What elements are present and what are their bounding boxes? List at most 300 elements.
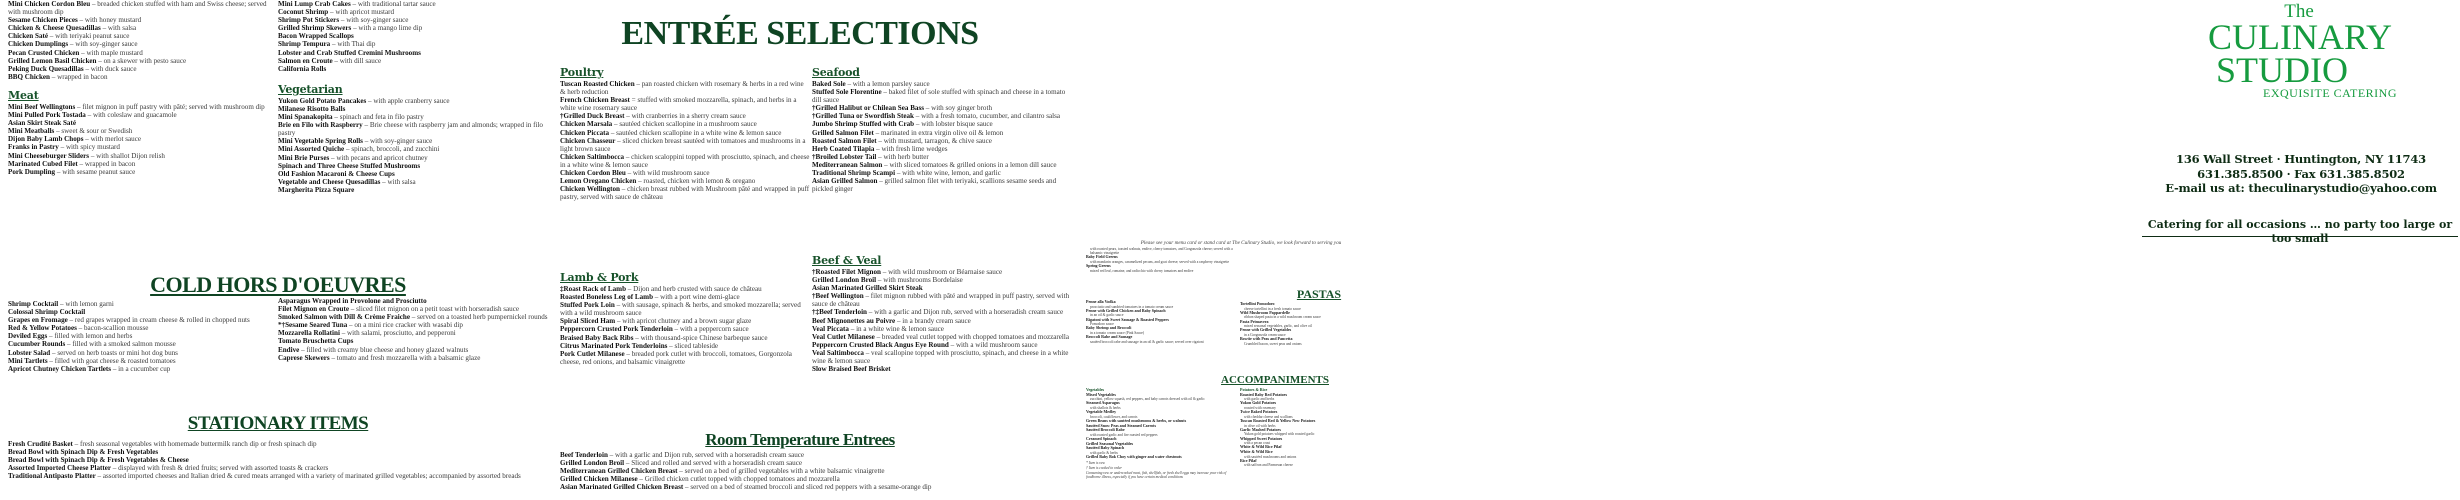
menu-item-description: – filled with creamy blue cheese and honey glazed walnuts — [299, 345, 469, 354]
micro-footnote: Consuming raw or undercooked meat, fish, shellfish, or fresh shell eggs may increase your risk of foodborne illness, especially if you have certain medical conditions — [1086, 470, 1227, 480]
menu-item-name: Tuscan Roasted Chicken — [560, 80, 635, 88]
menu-item — [560, 129, 810, 137]
menu-item-name: California Rolls — [278, 64, 327, 73]
micro-pasta-name: Bowtie with Peas and Pancetta — [1240, 336, 1293, 342]
menu-item-name: *†Sesame Seared Tuna — [278, 321, 348, 330]
menu-item — [8, 135, 270, 143]
menu-item — [278, 65, 546, 73]
menu-item-description: – assorted imported cheeses and Italian dried & cured meats arranged with a variety of marinated grilled vegetables; accompanied by assorted breads — [95, 472, 521, 481]
menu-item-description: – with soy-ginger sauce — [362, 137, 433, 146]
micro-pasta-name: Penne with Grilled Chicken and Baby Spinach — [1086, 307, 1166, 313]
menu-item — [8, 440, 548, 448]
banner-cold-hors-doeuvres: COLD HORS D'OEUVRES — [150, 272, 406, 297]
micro-pasta-description: in a Gorgonzola cream sauce — [1244, 332, 1286, 337]
micro-pasta-name: Pasta Primavera — [1240, 318, 1269, 324]
menu-item-name: Herb Coated Tilapia — [812, 144, 875, 153]
menu-item — [278, 337, 548, 345]
menu-item-description: – with Thai dip — [330, 40, 376, 49]
cold-hors-right-list — [278, 297, 548, 362]
menu-item — [812, 104, 1070, 112]
micro-pastas-left-list — [1086, 300, 1238, 344]
menu-item-name: Asian Marinated Grilled Chicken Breast — [560, 483, 684, 492]
micro-pasta-name: Broccoli Rabe and Sausage — [1086, 334, 1133, 340]
menu-item-name: †Grilled Halibut or Chilean Sea Bass — [812, 104, 925, 113]
micro-pasta-name: Tortellini Pomodoro — [1240, 301, 1275, 306]
menu-item-name: Grilled Chicken Milanese — [560, 475, 638, 484]
micro-potato-description: with a pecan crust — [1244, 441, 1271, 446]
menu-item-description: – with apple cranberry sauce — [366, 96, 450, 105]
menu-item — [812, 333, 1070, 341]
menu-item-name: Stuffed Pork Loin — [560, 301, 615, 310]
menu-item-description: – filled with a smoked salmon mousse — [65, 340, 176, 349]
menu-item-description: – sliced tableside — [667, 341, 719, 350]
menu-item-description: – filet mignon rubbed with pâté and wrapped in puff pastry, served with sauce de château — [812, 292, 1070, 309]
menu-item-description: – breaded pork cutlet with broccoli, tomatoes, Gorgonzola cheese, red onions, and balsamic vinaigrette — [560, 349, 792, 366]
micro-vegetable-name: Mixed Vegetables — [1086, 391, 1116, 397]
menu-item-description: – breaded veal cutlet topped with chopped tomatoes and mozzarella — [874, 332, 1070, 341]
micro-vegetable-name: Grilled Seasonal Vegetables — [1086, 440, 1134, 446]
menu-item-name: Lobster Salad — [8, 348, 51, 357]
menu-item-description: – with a lemon parsley sauce — [845, 80, 930, 88]
menu-item-name: Franks in Pastry — [8, 143, 59, 152]
menu-item — [278, 121, 546, 137]
micro-potato-name: Rice Pilaf — [1240, 457, 1257, 463]
menu-item-description: – with cranberries in a sherry cream sauce — [624, 112, 746, 121]
menu-item-description: – baked filet of sole stuffed with spinach and cheese in a tomato dill sauce — [812, 88, 1066, 105]
menu-item — [278, 32, 546, 40]
menu-item-name: Marinated Cubed Filet — [8, 159, 78, 168]
menu-item — [8, 332, 270, 340]
menu-item-description: – with apricot mustard — [328, 8, 395, 17]
menu-item — [812, 341, 1070, 349]
menu-item — [560, 185, 810, 201]
micro-vegetable-name: Grilled Baby Bok Choy with ginger and water chestnuts — [1086, 453, 1182, 459]
hot-hors-seafood-list — [278, 0, 546, 73]
menu-item-description: – in a brandy cream sauce — [895, 316, 971, 325]
logo-word-the: The — [2284, 1, 2314, 22]
menu-item-description: – with apricot chutney and a brown sugar glaze — [615, 317, 752, 326]
menu-item-name: Smoked Salmon with Dill & Crème Fraiche — [278, 313, 411, 322]
menu-item-description: – red grapes wrapped in cream cheese & rolled in chopped nuts — [67, 316, 250, 325]
entree-beef-veal-block — [812, 255, 1070, 373]
menu-item-description: – roasted, chicken with lemon & oregano — [636, 177, 756, 186]
micro-potato-name: Garlic Mashed Potatoes — [1240, 426, 1281, 432]
micro-potato-description: with sautéed mushrooms and onions — [1244, 454, 1297, 459]
menu-item-description: – veal scallopine topped with prosciutto, spinach, and cheese in a white wine & lemon sauce — [812, 348, 1069, 366]
menu-item — [560, 451, 1050, 459]
menu-item — [8, 127, 270, 135]
menu-item — [560, 112, 810, 120]
menu-item-name: Grilled Lemon Basil Chicken — [8, 56, 97, 65]
menu-item-name: Old Fashion Macaroni & Cheese Cups — [278, 169, 395, 178]
menu-item-description: – with a garlic and Dijon rub, served with a horseradish cream sauce — [607, 451, 805, 459]
menu-item-name: Traditional Shrimp Scampi — [812, 169, 896, 178]
menu-item-name: Dijon Baby Lamb Chops — [8, 135, 84, 144]
menu-item-name: BBQ Chicken — [8, 72, 50, 81]
micro-potato-name: Yukon Gold Potatoes — [1240, 400, 1277, 406]
menu-item-name: Asian Skirt Steak Saté — [8, 119, 76, 128]
menu-item — [278, 113, 546, 121]
menu-item-name: Chicken Piccata — [560, 128, 610, 137]
menu-item-name: Baked Sole — [812, 80, 846, 88]
menu-item-name: Chicken Saté — [8, 32, 49, 41]
micro-salad-description: with roasted pears, toasted walnuts, endive, cherry tomatoes, and Gorgonzola cheese; served with a balsamic vinaigrette — [1090, 247, 1233, 256]
menu-item-description: – served on a bed of steamed broccoli and sliced red peppers with a sesame-orange dip — [683, 483, 932, 492]
menu-item — [278, 97, 546, 105]
menu-item — [8, 472, 548, 480]
menu-item-description: – with a mango lime dip — [351, 24, 423, 33]
menu-item — [8, 111, 270, 119]
menu-item-name: Yukon Gold Potato Pancakes — [278, 96, 367, 105]
hot-hors-chicken-list — [8, 0, 270, 81]
menu-item — [8, 152, 270, 160]
menu-item-name: Jumbo Shrimp Stuffed with Crab — [812, 120, 915, 129]
email-line: E-mail us at: theculinarystudio@yahoo.com — [2165, 181, 2437, 195]
micro-vegetable-name: Sautéed Broccoli Rabe — [1086, 427, 1125, 433]
menu-item-description: – with thousand-spice Chinese barbeque sauce — [633, 333, 768, 342]
menu-item-name: †Beef Wellington — [812, 292, 864, 301]
menu-item-description: – with soy ginger broth — [924, 104, 992, 113]
menu-item-description: – sautéed chicken scallopine in a white wine & lemon sauce — [609, 128, 782, 137]
menu-item-name: Mini Vegetable Spring Rolls — [278, 137, 363, 146]
menu-item-description: – with dill sauce — [332, 56, 382, 65]
menu-item-description: – with traditional tartar sauce — [350, 0, 436, 8]
company-logo — [2150, 2, 2450, 100]
divider-rule — [2142, 236, 2458, 237]
menu-item-name: Mini Brie Purses — [278, 153, 330, 162]
logo-word-culinary: CULINARY — [2207, 17, 2392, 57]
menu-item — [8, 24, 270, 32]
mid-column — [278, 0, 546, 194]
section-title-meat: Meat — [8, 88, 39, 102]
menu-item — [812, 88, 1070, 104]
menu-item-name: Margherita Pizza Square — [278, 185, 355, 194]
menu-item-name: †Grilled Duck Breast — [560, 112, 625, 121]
micro-vegetable-description: with garlic & herbs — [1090, 450, 1118, 455]
menu-item-description: – with a wild mushroom sauce — [948, 340, 1038, 349]
menu-item-name: Mini Tartlets — [8, 356, 48, 365]
menu-item — [278, 8, 546, 16]
micro-pasta-description: in an oil & garlic sauce — [1090, 313, 1124, 318]
menu-item-description: – with a port wine demi-glace — [653, 293, 740, 302]
menu-item-name: Tomato Bruschetta Cups — [278, 337, 354, 346]
banner-entree-selections: ENTRÉE SELECTIONS — [621, 15, 979, 52]
micro-potato-name: Tuscan Roasted Red & Yellow New Potatoes — [1240, 417, 1316, 423]
menu-item — [8, 316, 270, 324]
menu-item — [560, 334, 810, 342]
entree-poultry-list — [560, 80, 810, 201]
menu-item-description: – filled with goat cheese & roasted tomatoes — [47, 356, 176, 365]
menu-item-name: Chicken Chasseur — [560, 136, 616, 145]
menu-item-name: Mini Assorted Quiche — [278, 145, 345, 154]
phone-line: 631.385.8500 · Fax 631.385.8502 — [2197, 166, 2405, 181]
menu-item — [8, 65, 270, 73]
menu-item-name: Vegetable and Cheese Quesadillas — [278, 177, 381, 186]
menu-item-name: Mini Lump Crab Cakes — [278, 0, 351, 8]
micro-pasta-description: prosciutto and sundried tomatoes in a tomato cream sauce — [1090, 304, 1174, 309]
menu-item-description: – filled with lemon and herbs — [47, 332, 133, 341]
menu-item-description: – with coleslaw and guacamole — [85, 111, 177, 120]
menu-item — [8, 57, 270, 65]
menu-item-name: Mini Spanakopita — [278, 113, 333, 122]
menu-item-description: – with mushrooms Bordelaise — [876, 276, 963, 285]
menu-item-name: French Chicken Breast — [560, 96, 630, 105]
menu-item-name: Mini Chicken Cordon Bleu — [8, 0, 91, 8]
menu-item — [812, 276, 1070, 284]
menu-item — [560, 301, 810, 317]
micro-potato-description: with garlic and herbs — [1244, 397, 1275, 402]
menu-item-name: ‡Roast Rack of Lamb — [560, 285, 627, 293]
menu-item-name: Slow Braised Beef Brisket — [812, 365, 891, 374]
menu-item-name: Assorted Imported Cheese Platter — [8, 464, 112, 473]
menu-item — [8, 119, 270, 127]
menu-item — [812, 317, 1070, 325]
menu-item — [8, 40, 270, 48]
menu-item — [812, 153, 1070, 161]
menu-item-name: Spiral Sliced Ham — [560, 317, 616, 326]
address-line: 136 Wall Street · Huntington, NY 11743 — [2176, 152, 2426, 166]
menu-item — [278, 145, 546, 153]
menu-item-name: Veal Saltimbocca — [812, 348, 864, 357]
micro-pasta-description: Crumbled bacon, sweet peas and onions — [1244, 341, 1302, 346]
menu-item-name: Asian Grilled Salmon — [812, 177, 878, 186]
menu-item — [278, 170, 546, 178]
menu-item-name: Grilled Shrimp Skewers — [278, 24, 352, 33]
menu-item — [560, 350, 810, 366]
contact-block — [2145, 152, 2457, 196]
micro-pasta-name: Wild Mushroom Pappardelle — [1240, 309, 1290, 315]
menu-item — [560, 137, 810, 153]
menu-item-name: Bread Bowl with Spinach Dip & Fresh Vegetables — [8, 448, 159, 457]
menu-item-name: Grilled London Broil — [560, 459, 625, 468]
logo-word-studio: STUDIO — [2216, 50, 2348, 90]
menu-item — [560, 120, 810, 128]
menu-item — [8, 340, 270, 348]
micro-banner-accompaniments: ACCOMPANIMENTS — [1221, 374, 1329, 386]
menu-item — [8, 73, 270, 81]
menu-item-name: †Roasted Filet Mignon — [812, 268, 881, 276]
micro-potato-name: White & Wild Rice — [1240, 448, 1273, 454]
menu-item-description: – with herb butter — [876, 152, 929, 161]
menu-item-name: Lobster and Crab Stuffed Cremini Mushrooms — [278, 48, 421, 57]
menu-item-name: Salmon en Croute — [278, 56, 333, 65]
menu-item — [278, 0, 546, 8]
menu-item-description: – with salsa — [100, 24, 137, 33]
menu-item-name: Deviled Eggs — [8, 332, 48, 341]
menu-item-name: Endive — [278, 345, 300, 354]
menu-item-name: †Broiled Lobster Tail — [812, 152, 877, 161]
banner-stationary-items: STATIONARY ITEMS — [187, 413, 369, 434]
menu-item-description: – with wild mushroom sauce — [625, 169, 710, 178]
menu-item — [812, 325, 1070, 333]
section-title-lamb-pork: Lamb & Pork — [560, 271, 639, 284]
micro-potato-description: with cheddar cheese and scallions — [1244, 414, 1293, 419]
menu-item-description: – fresh seasonal vegetables with homemade buttermilk ranch dip or fresh spinach dip — [72, 440, 317, 448]
menu-item — [8, 324, 270, 332]
menu-item-name: Colossal Shrimp Cocktail — [8, 308, 86, 317]
menu-item — [560, 96, 810, 112]
menu-item-description: – breaded chicken stuffed with ham and Swiss cheese; served with mushroom dip — [8, 0, 267, 17]
menu-item-description: – with salami, prosciutto, and pepperoni — [339, 329, 456, 338]
menu-item-name: Mediterranean Grilled Chicken Breast — [560, 467, 678, 476]
menu-item-name: †‡Beef Tenderloin — [812, 308, 867, 317]
section-title-poultry: Poultry — [560, 66, 604, 79]
menu-item — [8, 456, 548, 464]
menu-item — [8, 49, 270, 57]
cold-hors-left-list — [8, 300, 270, 373]
menu-item-name: Stuffed Sole Florentine — [812, 88, 882, 97]
menu-item — [278, 305, 548, 313]
menu-item-name: Coconut Shrimp — [278, 8, 329, 17]
micro-cursive-note: Please see your menu card or stand card at The Culinary Studio, we look forward to serving you — [1140, 240, 1342, 246]
menu-item-name: Shrimp Pot Stickers — [278, 16, 340, 25]
menu-item-description: – sautéed chicken scallopine in a mushroom sauce — [612, 120, 757, 129]
menu-item — [8, 143, 270, 151]
menu-item-name: Asparagus Wrapped in Provolone and Prosciutto — [278, 297, 427, 305]
menu-item-name: Chicken Dumplings — [8, 40, 69, 49]
micro-vegetable-name: Sautéed Snow Peas and Steamed Carrots — [1086, 422, 1157, 428]
menu-item-name: Pork Dumpling — [8, 167, 56, 176]
micro-pasta-description: Pomodoro sauce — [1090, 322, 1114, 327]
menu-item-description: – with white wine, lemon, and garlic — [895, 169, 1001, 178]
menu-item — [8, 0, 270, 16]
menu-item-description: – with fresh lime wedges — [874, 144, 948, 153]
micro-vegetable-description: zucchini, yellow squash, red peppers, and baby carrots dressed with oil & garlic — [1090, 397, 1205, 402]
menu-item-name: Roasted Boneless Leg of Lamb — [560, 293, 654, 302]
micro-pastas-right-list — [1240, 302, 1398, 346]
menu-item-name: Apricot Chutney Chicken Tartlets — [8, 364, 112, 373]
menu-item-description: – with merlot sauce — [83, 135, 142, 144]
menu-item-description: – in a white wine & lemon sauce — [848, 324, 944, 333]
micro-potato-name: Whipped Sweet Potatoes — [1240, 435, 1283, 441]
micro-footnote: † Item is cooked to order — [1086, 465, 1122, 470]
menu-item — [8, 448, 548, 456]
menu-item — [812, 112, 1070, 120]
menu-item-name: Sesame Chicken Pieces — [8, 16, 78, 25]
menu-item — [560, 483, 1050, 491]
micro-vegetable-description: broccoli, cauliflower, and carrots — [1090, 414, 1138, 419]
menu-item — [560, 80, 810, 96]
micro-pasta-description: in a tomato cream sauce (Pink Sauce) — [1090, 330, 1145, 335]
menu-item — [278, 329, 548, 337]
menu-item — [560, 153, 810, 169]
entree-beef-veal-list — [812, 268, 1070, 373]
menu-item — [8, 300, 270, 308]
menu-item-description: – spinach, broccoli, and zucchini — [344, 145, 440, 154]
menu-item-name: Bacon Wrapped Scallops — [278, 32, 354, 41]
menu-item — [560, 342, 810, 350]
menu-item-description: – with shallot Dijon relish — [89, 151, 165, 160]
menu-item-name: Beef Mignonettes au Poivre — [812, 316, 896, 325]
menu-item — [8, 464, 548, 472]
menu-item — [278, 297, 548, 305]
menu-item — [8, 168, 270, 176]
menu-item — [812, 145, 1070, 153]
menu-item-description: – wrapped in bacon — [77, 159, 136, 168]
micro-title-vegetables: Vegetables — [1086, 387, 1105, 392]
menu-item-description: – chicken breast rubbed with Mushroom pâté and wrapped in puff pastry, served with sauce de château — [560, 185, 810, 202]
menu-item-name: Roasted Salmon Filet — [812, 136, 877, 145]
menu-item-description: – with soy-ginger sauce — [339, 16, 409, 25]
menu-item-name: Cucumber Rounds — [8, 340, 66, 349]
micro-banner-pastas: PASTAS — [1296, 287, 1342, 301]
section-title-vegetarian: Vegetarian — [278, 82, 343, 96]
menu-item — [278, 321, 548, 329]
menu-item — [560, 177, 810, 185]
menu-item — [560, 325, 810, 333]
menu-item — [812, 292, 1070, 308]
menu-item-name: Mini Meatballs — [8, 127, 55, 136]
menu-item-description: – spinach and feta in filo pastry — [332, 113, 424, 122]
micro-salad-description: with mandarin oranges, caramelized pecans, and goat cheese; served with a raspberry vinaigrette — [1090, 260, 1230, 264]
menu-item — [278, 49, 546, 57]
menu-item — [278, 154, 546, 162]
menu-item-description: – with a garlic and Dijon rub, served with a horseradish cream sauce — [866, 308, 1064, 317]
menu-item — [560, 285, 810, 293]
menu-item — [8, 160, 270, 168]
menu-item-name: Grilled London Broil — [812, 276, 877, 285]
left-column — [8, 0, 270, 176]
micro-pasta-description: cheese tortellini in a fresh tomato sauce — [1244, 306, 1301, 311]
menu-item-description: – Dijon and herb crusted with sauce de château — [626, 285, 762, 293]
menu-item — [812, 268, 1070, 276]
menu-item — [278, 57, 546, 65]
stationary-items-list — [8, 440, 548, 480]
menu-item-description: – with wild mushroom or Béarnaise sauce — [880, 268, 1003, 276]
menu-item-name: Filet Mignon en Croute — [278, 305, 349, 314]
menu-item-description: – with sesame peanut sauce — [55, 167, 136, 176]
micro-potato-name: White & Wild Rice Pilaf — [1240, 444, 1282, 450]
room-temperature-entrees-list — [560, 451, 1050, 491]
micro-vegetable-name: Creamed Spinach — [1086, 435, 1117, 441]
menu-item — [8, 308, 270, 316]
entree-lamb-pork-list — [560, 285, 810, 366]
micro-pasta-name: Penne with Grilled Vegetables — [1240, 327, 1292, 333]
menu-item-name: Brie en Filo with Raspberry — [278, 121, 363, 130]
menu-item-description: – with duck sauce — [83, 64, 137, 73]
menu-item-name: Peppercorn Crusted Pork Tenderloin — [560, 325, 673, 334]
micro-salads-list — [1086, 247, 1238, 273]
menu-item-description: – served on a toasted herb pumpernickel rounds — [410, 313, 548, 322]
menu-item — [278, 354, 548, 362]
menu-item — [812, 349, 1070, 365]
menu-item — [278, 137, 546, 145]
menu-item-description: – with pecans and apricot chutney — [329, 153, 428, 162]
menu-item-description: – tomato and fresh mozzarella with a balsamic glaze — [329, 353, 481, 362]
menu-item-description: – with lemon garni — [58, 300, 114, 308]
micro-salad-name: Baby Field Greens — [1086, 254, 1118, 260]
menu-item-name: Fresh Crudité Basket — [8, 440, 73, 448]
menu-item-name: Chicken Marsala — [560, 120, 613, 129]
micro-vegetable-description: with roasted garlic and fire roasted red peppers — [1090, 432, 1158, 437]
menu-item — [278, 186, 546, 194]
menu-item-description: – with sausage, spinach & herbs, and smoked mozzarella; served with a wild mushroom sauce — [560, 301, 801, 318]
micro-potatoes-list — [1240, 388, 1398, 468]
micro-vegetable-name: Steamed Asparagus — [1086, 400, 1120, 406]
menu-item-name: Chicken & Cheese Quesadillas — [8, 24, 101, 33]
menu-item — [560, 475, 1050, 483]
menu-item-name: Braised Baby Back Ribs — [560, 333, 634, 342]
menu-item-name: Asian Marinated Grilled Skirt Steak — [812, 284, 923, 293]
menu-item-description: – bacon-scallion mousse — [76, 324, 149, 333]
menu-item-name: Veal Piccata — [812, 324, 849, 333]
menu-item-name: Chicken Wellington — [560, 185, 620, 194]
menu-item — [560, 317, 810, 325]
menu-item-description: – on a mini rice cracker with wasabi dip — [347, 321, 463, 330]
menu-item-name: Chicken Cordon Bleu — [560, 169, 626, 178]
micro-salad-name: Spring Greens — [1086, 263, 1111, 269]
menu-item-name: Traditional Antipasto Platter — [8, 472, 96, 481]
